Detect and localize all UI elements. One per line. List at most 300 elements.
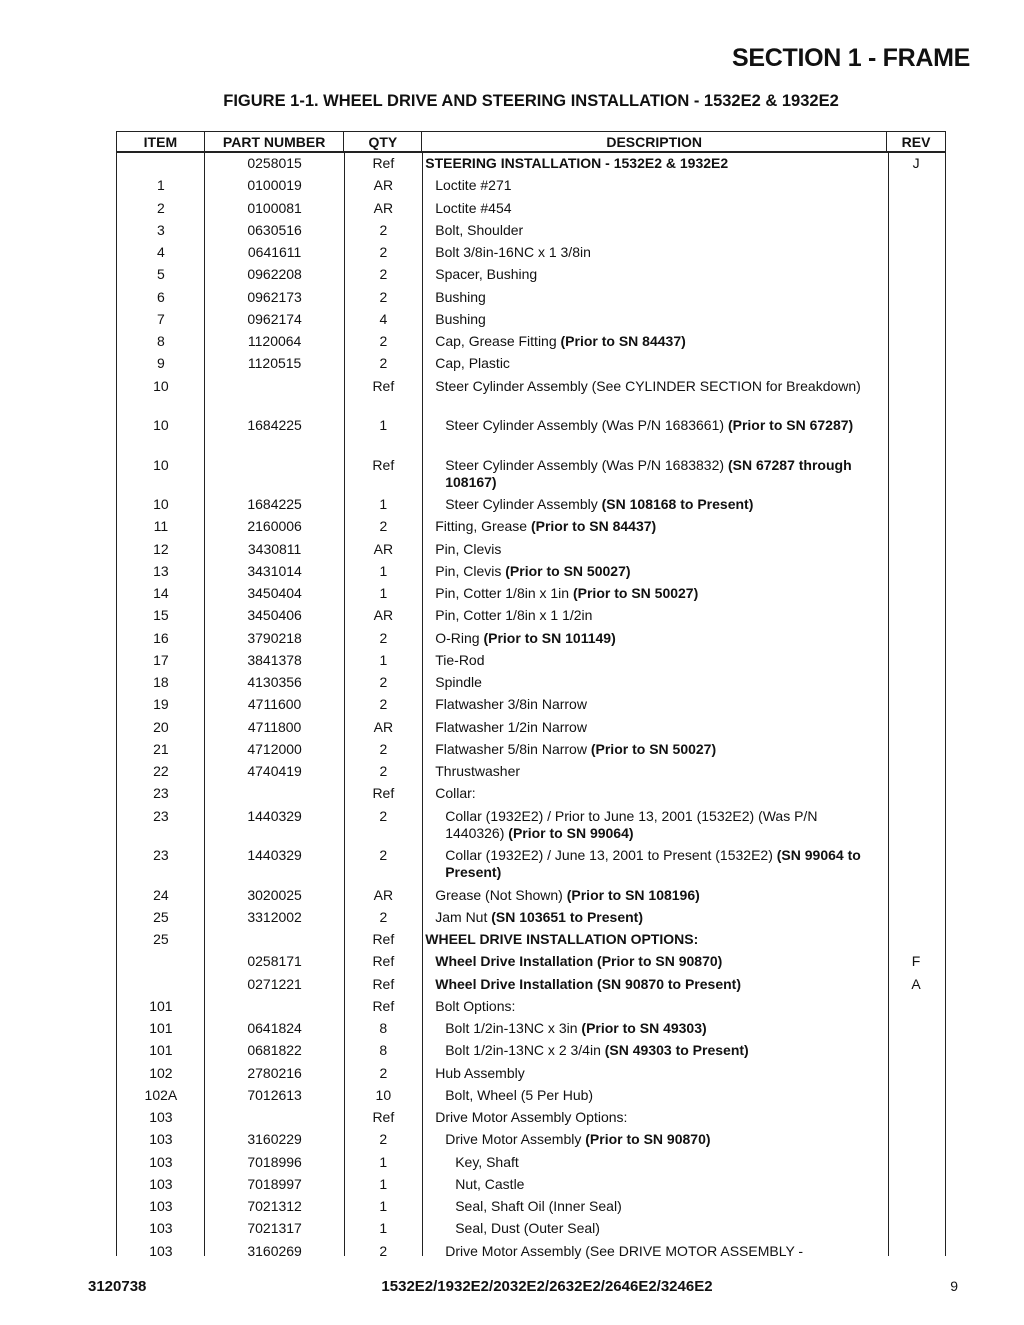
item-cell: 103 <box>149 1198 173 1214</box>
table-row <box>117 761 945 783</box>
description-cell <box>422 931 887 951</box>
item-cell: 16 <box>153 629 169 646</box>
part-number-cell <box>205 931 345 951</box>
table-row <box>117 1063 945 1085</box>
item-cell: 23 <box>153 785 169 802</box>
description-text: Pin, Clevis <box>435 562 506 579</box>
table-row <box>117 739 945 761</box>
part-number-cell: 1120064 <box>247 333 302 349</box>
table-row <box>117 175 945 197</box>
part-number-cell: 1440329 <box>247 847 302 863</box>
table-row <box>117 309 945 331</box>
item-cell: 23 <box>153 807 169 824</box>
serial-note: (Prior to SN 49303) <box>581 1020 707 1036</box>
part-number-cell <box>205 457 345 495</box>
rev-cell <box>887 887 945 907</box>
item-cell: 10 <box>153 496 169 512</box>
table-row <box>117 1129 945 1151</box>
description-text: Steer Cylinder Assembly (See CYLINDER SECTION for Breakdown) <box>435 377 861 394</box>
table-body <box>116 153 946 1259</box>
description-text: Bolt 3/8in-16NC x 1 3/8in <box>435 244 591 260</box>
table-row <box>117 583 945 605</box>
qty-cell: 2 <box>379 266 388 283</box>
qty-cell: 1 <box>379 1153 388 1170</box>
qty-cell: 8 <box>379 1042 388 1059</box>
item-cell: 10 <box>153 456 169 473</box>
description-text: Collar: <box>435 785 476 802</box>
rev-cell <box>887 563 945 583</box>
table-row <box>117 974 945 996</box>
description-text: Steer Cylinder Assembly (Was P/N 1683661) <box>445 417 728 433</box>
description-cell <box>422 1087 887 1107</box>
part-number-cell: 1120515 <box>247 355 302 372</box>
item-cell: 101 <box>149 1042 173 1059</box>
description-cell <box>422 222 887 242</box>
part-number-cell: 0681822 <box>247 1042 302 1059</box>
section-title: SECTION 1 - FRAME <box>732 44 970 72</box>
rev-cell <box>887 630 945 650</box>
part-number-cell <box>205 1109 345 1129</box>
item-cell: 6 <box>156 288 165 305</box>
description-cell <box>422 887 887 907</box>
part-number-cell: 0962174 <box>247 310 302 327</box>
part-number-cell: 0258171 <box>247 953 302 970</box>
part-number-cell: 3430811 <box>247 540 302 557</box>
description-text: Bolt 1/2in-13NC x 3in <box>445 1020 582 1036</box>
item-cell: 101 <box>149 1020 173 1036</box>
serial-note: (Prior to SN 101149) <box>483 629 616 646</box>
rev-cell <box>887 607 945 627</box>
description-cell <box>422 785 887 805</box>
rev-cell <box>887 1087 945 1107</box>
item-cell: 13 <box>153 562 169 579</box>
description-cell <box>422 1020 887 1040</box>
part-number-cell: 0258015 <box>247 155 302 171</box>
qty-cell: 1 <box>379 651 388 668</box>
qty-cell: 4 <box>379 310 388 327</box>
rev-cell <box>887 931 945 951</box>
qty-cell: Ref <box>372 155 395 171</box>
part-number-cell: 4711800 <box>247 718 302 735</box>
figure-title: FIGURE 1-1. WHEEL DRIVE AND STEERING INSTALLATION - 1532E2 & 1932E2 <box>223 92 839 110</box>
rev-cell <box>887 785 945 805</box>
footer-doc-number: 3120738 <box>88 1278 147 1295</box>
qty-cell: 2 <box>379 221 388 238</box>
table-row <box>117 1174 945 1196</box>
rev-cell <box>887 417 945 455</box>
qty-cell: 2 <box>379 763 388 779</box>
description-text: Steer Cylinder Assembly <box>445 496 602 512</box>
description-cell <box>422 1042 887 1062</box>
part-number-cell: 4711600 <box>247 696 302 713</box>
rev-cell <box>887 1198 945 1218</box>
part-number-cell: 0641824 <box>247 1020 302 1036</box>
item-cell: 4 <box>156 244 165 260</box>
rev-cell <box>887 1042 945 1062</box>
item-cell: 17 <box>153 651 169 668</box>
rev-cell <box>887 266 945 286</box>
description-cell <box>422 976 887 996</box>
table-row <box>117 1040 945 1062</box>
serial-note: (Prior to SN 50027) <box>572 585 699 601</box>
part-number-cell: 0630516 <box>247 221 302 238</box>
description-cell <box>422 696 887 716</box>
serial-note: (Prior to SN 90870) <box>585 1131 711 1148</box>
rev-cell <box>887 177 945 197</box>
description-text: Flatwasher 3/8in Narrow <box>435 696 587 713</box>
qty-cell: 2 <box>379 1242 388 1259</box>
rev-cell <box>887 200 945 220</box>
qty-cell: 1 <box>379 1198 388 1214</box>
table-row <box>117 415 945 455</box>
description-cell <box>422 311 887 331</box>
qty-cell: 1 <box>379 417 388 433</box>
qty-cell: 2 <box>379 847 388 863</box>
description-text: Cap, Grease Fitting <box>435 333 561 349</box>
table-row <box>117 353 945 375</box>
rev-cell: J <box>912 155 920 171</box>
description-text: Collar (1932E2) / Prior to June 13, 2001 (1532E2) (Was P/N 1440326) <box>445 807 818 841</box>
part-number-cell: 0962173 <box>247 288 302 305</box>
description-text: Pin, Clevis <box>435 540 502 557</box>
description-text: Fitting, Grease <box>435 518 531 535</box>
description-cell <box>422 953 887 973</box>
part-number-cell: 2780216 <box>247 1064 302 1081</box>
item-cell: 9 <box>156 355 165 372</box>
rev-cell <box>887 1220 945 1240</box>
description-text: Collar (1932E2) / June 13, 2001 to Present (1532E2) <box>445 847 777 863</box>
item-cell: 103 <box>149 1131 173 1148</box>
qty-cell: 2 <box>379 674 388 690</box>
description-text: Seal, Shaft Oil (Inner Seal) <box>455 1198 622 1214</box>
serial-note: (Prior to SN 99064) <box>508 824 634 841</box>
description-cell <box>422 763 887 783</box>
item-cell: 103 <box>149 1220 173 1237</box>
qty-cell: 1 <box>379 1220 388 1237</box>
item-cell: 25 <box>153 908 169 925</box>
serial-note: (Prior to SN 50027) <box>505 562 631 579</box>
column-header-item: ITEM <box>117 132 205 151</box>
rev-cell <box>887 1176 945 1196</box>
rev-cell <box>887 1109 945 1129</box>
table-header <box>116 131 946 153</box>
description-text: Steer Cylinder Assembly (Was P/N 1683832) <box>445 456 728 473</box>
qty-cell: 2 <box>379 807 388 824</box>
table-row <box>117 198 945 220</box>
column-header-description: DESCRIPTION <box>422 132 887 151</box>
part-number-cell: 4712000 <box>247 740 302 757</box>
item-cell: 103 <box>149 1109 173 1125</box>
part-number-cell <box>205 785 345 805</box>
item-cell <box>117 155 205 175</box>
item-cell: 19 <box>153 696 169 713</box>
description-cell <box>422 541 887 561</box>
item-cell <box>117 976 205 996</box>
table-row <box>117 806 945 846</box>
part-number-cell: 0100081 <box>247 199 302 216</box>
rev-cell <box>887 222 945 242</box>
table-row <box>117 153 945 175</box>
description-cell <box>422 808 887 846</box>
rev-cell <box>887 333 945 353</box>
column-header-qty: QTY <box>344 132 422 151</box>
description-text: Bushing <box>435 310 486 327</box>
item-cell: 25 <box>153 931 169 947</box>
part-number-cell: 3450406 <box>247 607 302 624</box>
description-cell <box>422 1220 887 1240</box>
qty-cell: AR <box>373 718 394 735</box>
table-row <box>117 783 945 805</box>
item-cell: 23 <box>153 847 169 863</box>
item-cell: 24 <box>153 886 169 903</box>
description-cell <box>422 909 887 929</box>
table-row <box>117 996 945 1018</box>
description-cell <box>422 355 887 375</box>
description-text: Drive Motor Assembly Options: <box>435 1109 628 1125</box>
description-cell <box>422 200 887 220</box>
description-text: Wheel Drive Installation (Prior to SN 90870) <box>435 953 723 970</box>
description-text: Drive Motor Assembly <box>445 1131 586 1148</box>
description-cell <box>422 518 887 538</box>
table-row <box>117 220 945 242</box>
description-text: Wheel Drive Installation (SN 90870 to Present) <box>435 975 741 992</box>
qty-cell: 1 <box>379 1175 388 1192</box>
table-row <box>117 376 945 416</box>
qty-cell: AR <box>373 607 394 624</box>
rev-cell <box>887 763 945 783</box>
item-cell: 20 <box>153 718 169 735</box>
item-cell: 102 <box>149 1064 173 1081</box>
table-row <box>117 1085 945 1107</box>
rev-cell <box>887 652 945 672</box>
qty-cell: 2 <box>379 355 388 372</box>
rev-cell <box>887 1243 945 1263</box>
description-text: Seal, Dust (Outer Seal) <box>455 1220 600 1237</box>
item-cell <box>117 953 205 973</box>
part-number-cell: 7021312 <box>247 1198 302 1214</box>
serial-note: (Prior to SN 84437) <box>560 333 686 349</box>
rev-cell <box>887 311 945 331</box>
item-cell: 1 <box>156 177 165 194</box>
rev-cell <box>887 741 945 761</box>
description-text: Nut, Castle <box>455 1175 525 1192</box>
description-cell <box>422 266 887 286</box>
qty-cell: Ref <box>372 931 395 947</box>
item-cell: 3 <box>156 221 165 238</box>
qty-cell: Ref <box>372 953 395 970</box>
description-cell <box>422 719 887 739</box>
description-cell <box>422 1131 887 1151</box>
description-text: Key, Shaft <box>455 1153 519 1170</box>
item-cell: 103 <box>149 1242 173 1259</box>
item-cell: 103 <box>149 1175 173 1192</box>
parts-table <box>116 131 946 1259</box>
description-cell <box>422 1198 887 1218</box>
column-header-rev: REV <box>901 133 931 150</box>
item-cell: 101 <box>149 997 173 1014</box>
table-row <box>117 331 945 353</box>
rev-cell <box>887 1065 945 1085</box>
part-number-cell: 0962208 <box>247 266 302 283</box>
serial-note: (Prior to SN 108196) <box>566 886 700 903</box>
item-cell: 10 <box>153 377 169 394</box>
description-text: Tie-Rod <box>435 651 485 668</box>
footer-page-number: 9 <box>950 1278 958 1294</box>
item-cell: 103 <box>149 1153 173 1170</box>
description-text: STEERING INSTALLATION - 1532E2 & 1932E2 <box>425 155 729 171</box>
description-cell <box>422 378 887 416</box>
qty-cell: Ref <box>372 785 395 802</box>
rev-cell <box>887 847 945 885</box>
rev-cell <box>887 719 945 739</box>
table-row <box>117 628 945 650</box>
table-row <box>117 650 945 672</box>
qty-cell: 2 <box>379 1064 388 1081</box>
description-cell <box>422 1109 887 1129</box>
table-row <box>117 694 945 716</box>
description-text: Bushing <box>435 288 486 305</box>
description-text: Pin, Cotter 1/8in x 1 1/2in <box>435 607 593 624</box>
qty-cell: 1 <box>379 562 388 579</box>
description-cell <box>422 155 887 175</box>
qty-cell: Ref <box>372 975 395 992</box>
serial-note: (SN 49303 to Present) <box>604 1042 749 1059</box>
description-text: Bolt, Wheel (5 Per Hub) <box>445 1086 594 1103</box>
qty-cell: 2 <box>379 333 388 349</box>
item-cell: 18 <box>153 674 169 690</box>
rev-cell <box>887 1020 945 1040</box>
table-row <box>117 929 945 951</box>
description-cell <box>422 674 887 694</box>
serial-note: (SN 99064 to Present) <box>445 847 861 880</box>
description-cell <box>422 585 887 605</box>
part-number-cell <box>205 378 345 416</box>
table-row <box>117 907 945 929</box>
description-text: WHEEL DRIVE INSTALLATION OPTIONS: <box>425 931 699 947</box>
item-cell: 21 <box>153 740 169 757</box>
rev-cell <box>887 518 945 538</box>
item-cell: 11 <box>153 518 169 535</box>
rev-cell <box>887 457 945 495</box>
qty-cell: Ref <box>372 456 395 473</box>
item-cell: 22 <box>153 763 169 779</box>
part-number-cell: 7018996 <box>247 1153 302 1170</box>
description-cell <box>422 1176 887 1196</box>
part-number-cell: 3841378 <box>247 651 302 668</box>
qty-cell: 2 <box>379 908 388 925</box>
qty-cell: 2 <box>379 518 388 535</box>
part-number-cell: 0271221 <box>247 975 302 992</box>
description-text: Pin, Cotter 1/8in x 1in <box>435 585 573 601</box>
table-row <box>117 494 945 516</box>
description-text: Bolt, Shoulder <box>435 221 524 238</box>
description-cell <box>422 630 887 650</box>
description-cell <box>422 1243 887 1263</box>
qty-cell: 2 <box>379 696 388 713</box>
table-row <box>117 1196 945 1218</box>
table-row <box>117 1152 945 1174</box>
part-number-cell: 3020025 <box>247 886 302 903</box>
part-number-cell: 3312002 <box>247 908 302 925</box>
description-cell <box>422 417 887 455</box>
description-cell <box>422 741 887 761</box>
rev-cell <box>887 674 945 694</box>
table-row <box>117 1218 945 1240</box>
table-row <box>117 951 945 973</box>
item-cell: 10 <box>153 417 169 433</box>
rev-cell <box>887 289 945 309</box>
rev-cell <box>887 1131 945 1151</box>
description-text: Grease (Not Shown) <box>435 886 567 903</box>
serial-note: (SN 108168 to Present) <box>601 496 754 512</box>
rev-cell <box>887 808 945 846</box>
rev-cell: F <box>911 953 921 970</box>
item-cell: 5 <box>156 266 165 283</box>
description-text: Bolt 1/2in-13NC x 2 3/4in <box>445 1042 605 1059</box>
qty-cell: 2 <box>379 629 388 646</box>
qty-cell: Ref <box>372 377 395 394</box>
item-cell: 7 <box>156 310 165 327</box>
description-text: Loctite #454 <box>435 199 512 216</box>
description-text: Loctite #271 <box>435 177 512 194</box>
rev-cell <box>887 998 945 1018</box>
qty-cell: AR <box>373 199 394 216</box>
table-row <box>117 845 945 885</box>
description-text: Bolt Options: <box>435 997 516 1014</box>
description-cell <box>422 1065 887 1085</box>
serial-note: (Prior to SN 50027) <box>590 740 717 757</box>
table-row <box>117 287 945 309</box>
description-text: Cap, Plastic <box>435 355 510 372</box>
part-number-cell: 3431014 <box>247 562 302 579</box>
rev-cell <box>887 496 945 516</box>
description-text: Flatwasher 1/2in Narrow <box>435 718 587 735</box>
footer-models: 1532E2/1932E2/2032E2/2632E2/2646E2/3246E2 <box>381 1278 713 1295</box>
table-row <box>117 717 945 739</box>
rev-cell: A <box>911 975 921 992</box>
part-number-cell: 3160229 <box>247 1131 302 1148</box>
qty-cell: Ref <box>372 1109 395 1125</box>
serial-note: (Prior to SN 67287) <box>727 417 854 433</box>
rev-cell <box>887 585 945 605</box>
description-cell <box>422 847 887 885</box>
table-row <box>117 264 945 286</box>
serial-note: (SN 67287 through 108167) <box>445 456 852 490</box>
column-header-part-number: PART NUMBER <box>205 132 345 151</box>
part-number-cell: 7012613 <box>247 1086 302 1103</box>
part-number-cell: 3450404 <box>247 585 302 601</box>
table-row <box>117 516 945 538</box>
qty-cell: 10 <box>375 1086 392 1103</box>
table-row <box>117 1018 945 1040</box>
rev-cell <box>887 909 945 929</box>
qty-cell: 2 <box>379 288 388 305</box>
item-cell: 102A <box>144 1086 178 1103</box>
part-number-cell: 0100019 <box>247 177 302 194</box>
part-number-cell: 7021317 <box>247 1220 302 1237</box>
part-number-cell: 4740419 <box>247 763 302 779</box>
table-row <box>117 1107 945 1129</box>
description-text: Drive Motor Assembly (See DRIVE MOTOR ASSEMBLY - <box>445 1242 804 1259</box>
description-cell <box>422 652 887 672</box>
description-text: Jam Nut <box>435 908 492 925</box>
qty-cell: 8 <box>379 1020 388 1036</box>
table-row <box>117 1241 945 1263</box>
part-number-cell: 3160269 <box>247 1242 302 1259</box>
description-text: Hub Assembly <box>435 1064 525 1081</box>
rev-cell <box>887 541 945 561</box>
description-text: Spindle <box>435 674 482 690</box>
